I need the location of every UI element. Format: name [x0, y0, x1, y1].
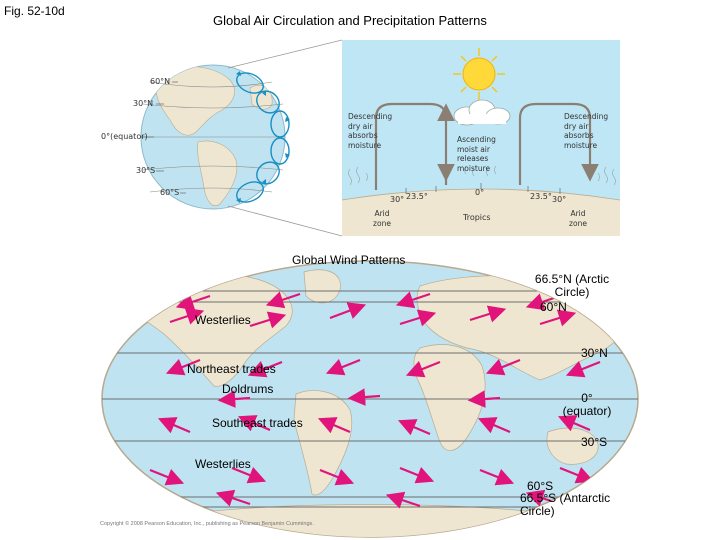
wind-westerlies-north: Westerlies [195, 313, 251, 327]
zone-tropics: Tropics [463, 213, 491, 222]
tick-zero: 0° [475, 188, 485, 197]
figure-label: Fig. 52-10d [4, 4, 65, 18]
page-title: Global Air Circulation and Precipitation Patterns [213, 13, 487, 28]
globe-label-equator: 0°(equator) [101, 132, 148, 141]
descending-air-right-text: Descending dry air absorbs moisture [564, 112, 609, 150]
tick-left-235: 23.5° [406, 192, 428, 201]
tick-left-30: 30° [390, 195, 405, 204]
tick-right-30: 30° [552, 195, 567, 204]
copyright-text: Copyright © 2008 Pearson Education, Inc., publishing as Pearson Benjamin Cummings. [100, 521, 314, 527]
zone-arid-right: Arid zone [569, 209, 587, 228]
wind-doldrums: Doldrums [222, 382, 274, 396]
tick-right-235: 23.5° [530, 192, 552, 201]
wind-southeast-trades: Southeast trades [212, 416, 303, 430]
descending-air-left-text: Descending dry air absorbs moisture [348, 112, 393, 150]
globe-label-60s: 60°S [160, 188, 180, 197]
zone-arid-left: Arid zone [373, 209, 391, 228]
ascending-air-text: Ascending moist air releases moisture [457, 135, 496, 173]
globe-label-60n: 60°N [150, 77, 171, 86]
globe-label-30s: 30°S [136, 166, 156, 175]
lat-label-arctic: 66.5°N (Arctic Circle) [534, 272, 610, 299]
lat-label-60n: 60°N [540, 300, 567, 314]
lat-label-60s: 60°S [527, 479, 554, 493]
lat-label-antarctic: 66.5°S (Antarctic Circle) [520, 491, 611, 518]
lat-label-30s: 30°S [581, 435, 608, 449]
globe-label-30n: 30°N [133, 99, 154, 108]
lat-label-30n: 30°N [581, 346, 608, 360]
lat-label-equator: 0° (equator) [562, 391, 612, 418]
wind-northeast-trades: Northeast trades [187, 362, 276, 376]
wind-westerlies-south: Westerlies [195, 457, 251, 471]
wind-section-title: Global Wind Patterns [292, 253, 406, 267]
